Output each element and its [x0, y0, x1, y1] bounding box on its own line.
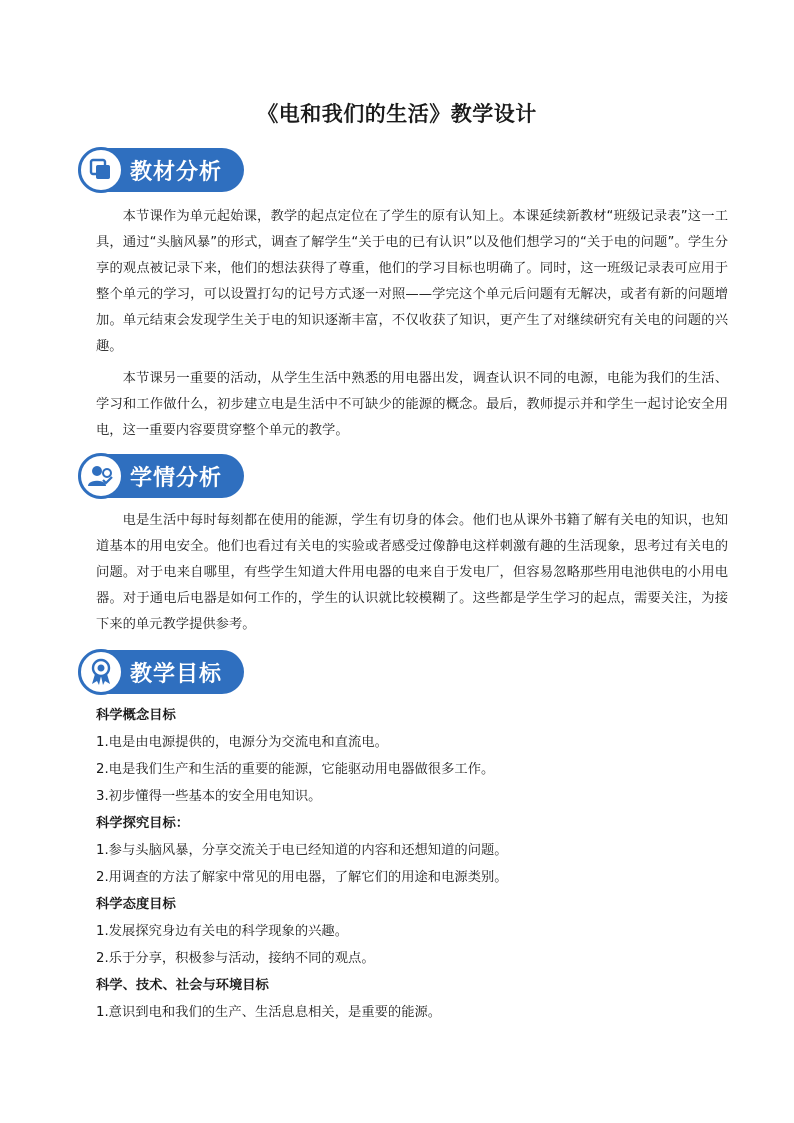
- goal-group-title: 科学、技术、社会与环境目标: [96, 978, 269, 993]
- paragraph-material-1: 本节课作为单元起始课，教学的起点定位在了学生的原有认知上。本课延续新教材“班级记录表”这一工具，通过“头脑风暴”的形式，调查了解学生“关于电的已有认识”以及他们想学习的“关于电的问题”。学生分享的观点被记录下来，他们的想法获得了尊重，他们的学习目标也明确了。同时，这一班级记录表可应用于整个单元的学习，可以设置打勾的记号方式逐一对照——学完这个单元后问题有无解决，或者有新的问题增加。单元结束会发现学生关于电的知识逐渐丰富，不仅收获了知识，更产生了对继续研究有关电的问题的兴趣。: [96, 209, 728, 354]
- goal-item: 1.发展探究身边有关电的科学现象的兴趣。: [96, 924, 349, 939]
- people-icon: [78, 453, 124, 499]
- goal-group-title: 科学概念目标: [96, 708, 176, 723]
- goal-item: 2.用调查的方法了解家中常见的用电器，了解它们的用途和电源类别。: [96, 870, 508, 885]
- goal-item: 2.电是我们生产和生活的重要的能源，它能驱动用电器做很多工作。: [96, 762, 495, 777]
- section-heading: 教学目标: [130, 661, 223, 687]
- paragraph-material-2: 本节课另一重要的活动，从学生生活中熟悉的用电器出发，调查认识不同的电源，电能为我们的生活、学习和工作做什么，初步建立电是生活中不可缺少的能源的概念。最后，教师提示并和学生一起讨论安全用电，这一重要内容要贯穿整个单元的教学。: [96, 371, 728, 438]
- section-heading: 教材分析: [130, 159, 223, 185]
- goals-list: [96, 702, 728, 1026]
- section-header-learner: [78, 450, 222, 502]
- document-title: 《电和我们的生活》教学设计: [257, 101, 537, 126]
- section-heading: 学情分析: [130, 465, 223, 491]
- goal-group-title: 科学探究目标：: [96, 816, 190, 831]
- documents-icon: [78, 147, 124, 193]
- goal-item: 2.乐于分享，积极参与活动，接纳不同的观点。: [96, 951, 375, 966]
- paragraph-learner-1: 电是生活中每时每刻都在使用的能源，学生有切身的体会。他们也从课外书籍了解有关电的知识，也知道基本的用电安全。他们也看过有关电的实验或者感受过像静电这样刺激有趣的生活现象，思考过有关电的问题。对于电来自哪里，有些学生知道大件用电器的电来自于发电厂，但容易忽略那些用电池供电的小用电器。对于通电后电器是如何工作的，学生的认识就比较模糊了。这些都是学生学习的起点，需要关注，为接下来的单元教学提供参考。: [96, 513, 728, 632]
- goal-item: 1.意识到电和我们的生产、生活息息相关，是重要的能源。: [96, 1005, 442, 1020]
- section-header-goals: [78, 646, 222, 698]
- award-ribbon-icon: [78, 649, 124, 695]
- section-header-material: [78, 144, 222, 196]
- goal-item: 3.初步懂得一些基本的安全用电知识。: [96, 789, 322, 804]
- goal-group-title: 科学态度目标: [96, 897, 176, 912]
- goal-item: 1.电是由电源提供的，电源分为交流电和直流电。: [96, 735, 388, 750]
- goal-item: 1.参与头脑风暴，分享交流关于电已经知道的内容和还想知道的问题。: [96, 843, 508, 858]
